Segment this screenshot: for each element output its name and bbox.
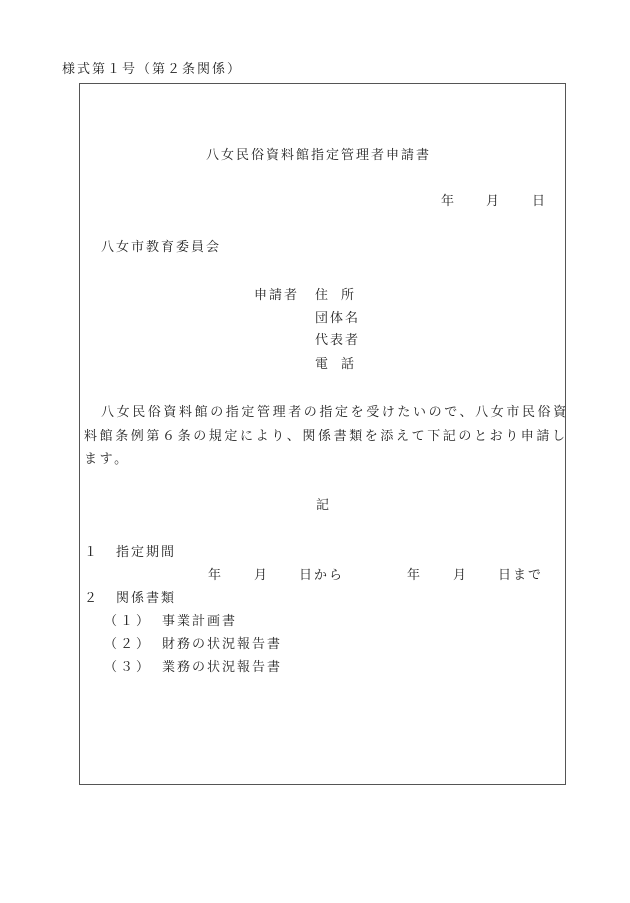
period-to-month: 月 bbox=[453, 568, 467, 583]
period-from-month: 月 bbox=[254, 568, 268, 583]
document-title: 八女民俗資料館指定管理者申請書 bbox=[206, 148, 432, 163]
document-item-1-text: 事業計画書 bbox=[162, 614, 238, 629]
addressee: 八女市教育委員会 bbox=[101, 240, 222, 255]
form-number: 様式第１号（第２条関係） bbox=[62, 62, 243, 77]
date-year-label: 年 bbox=[441, 194, 455, 209]
date-month-label: 月 bbox=[486, 194, 500, 209]
document-item-2-number: （２） bbox=[104, 637, 153, 652]
document-item-3-number: （３） bbox=[104, 660, 153, 675]
document-item-3-text: 業務の状況報告書 bbox=[162, 660, 283, 675]
applicant-address-label: 住 所 bbox=[315, 288, 355, 303]
section1-title: 指定期間 bbox=[116, 545, 177, 560]
section2-title: 関係書類 bbox=[116, 591, 177, 606]
body-text-line-3: ます。 bbox=[84, 452, 130, 467]
section1-number: １ bbox=[84, 545, 98, 560]
period-from-day: 日から bbox=[299, 568, 345, 583]
applicant-phone-label: 電 話 bbox=[315, 357, 355, 372]
period-to-day: 日まで bbox=[498, 568, 544, 583]
applicant-label: 申請者 bbox=[254, 288, 300, 303]
document-item-1-number: （１） bbox=[104, 614, 153, 629]
ki-heading: 記 bbox=[316, 498, 330, 513]
document-item-2-text: 財務の状況報告書 bbox=[162, 637, 283, 652]
section2-number: ２ bbox=[84, 591, 98, 606]
period-from-year: 年 bbox=[208, 568, 222, 583]
applicant-group-name-label: 団体名 bbox=[315, 311, 361, 326]
period-to-year: 年 bbox=[407, 568, 421, 583]
date-day-label: 日 bbox=[532, 194, 546, 209]
body-text-line-1: 八女民俗資料館の指定管理者の指定を受けたいので、八女市民俗資 bbox=[101, 405, 569, 420]
applicant-representative-label: 代表者 bbox=[315, 333, 361, 348]
body-text-line-2: 料館条例第６条の規定により、関係書類を添えて下記のとおり申請し bbox=[84, 429, 568, 444]
